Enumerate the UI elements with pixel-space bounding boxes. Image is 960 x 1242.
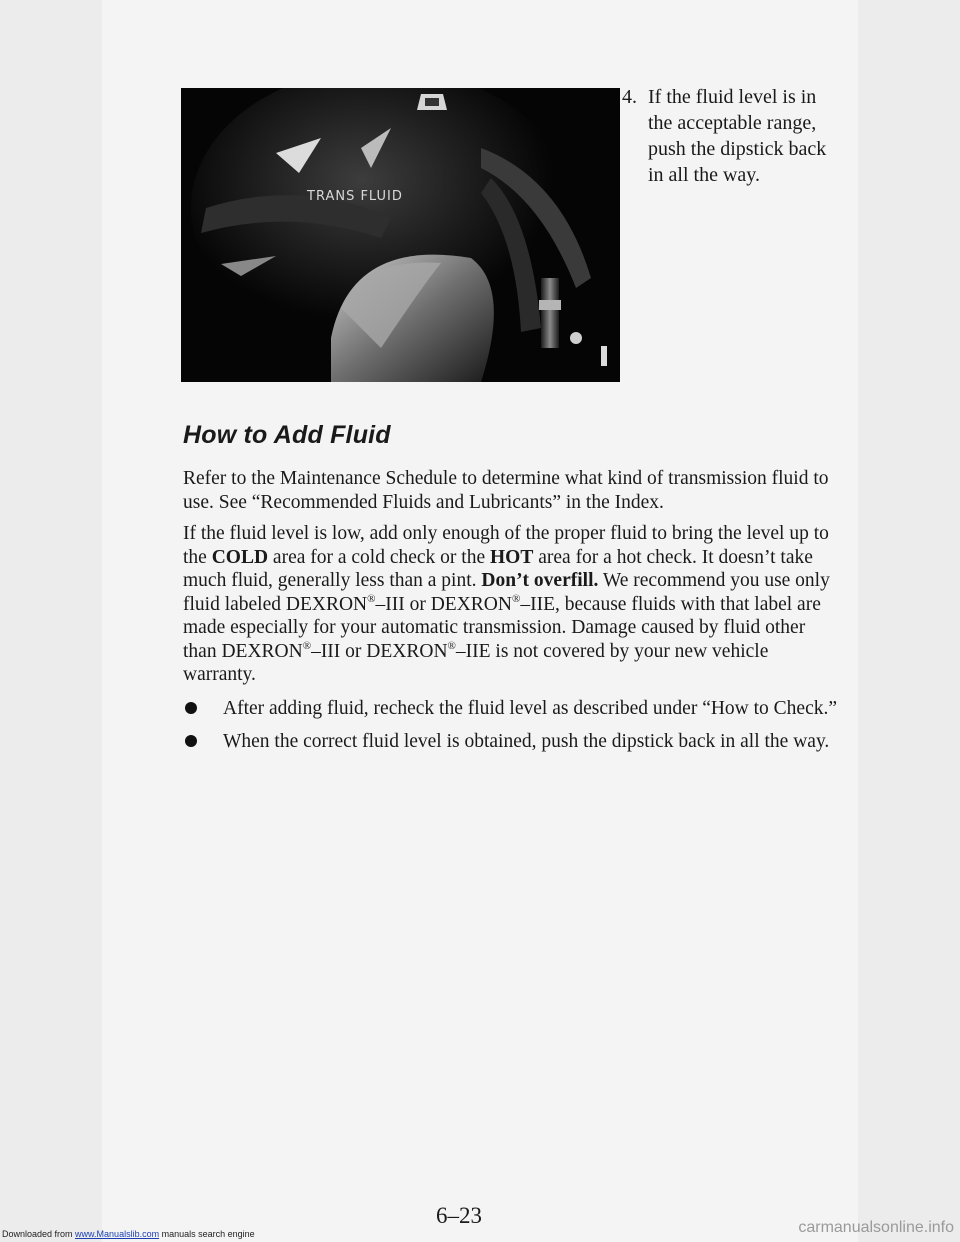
list-item: When the correct fluid level is obtained, push the dipstick back in all the way. xyxy=(183,730,843,754)
registered-mark: ® xyxy=(447,639,456,652)
registered-mark: ® xyxy=(367,592,376,605)
registered-mark: ® xyxy=(511,592,521,605)
cold-label: COLD xyxy=(211,546,269,568)
overfill-warning: Don’t overfill. xyxy=(481,570,599,591)
engine-bay-illustration xyxy=(181,88,620,382)
registered-mark: ® xyxy=(302,639,312,652)
trans-fluid-label: TRANS FLUID xyxy=(307,189,403,204)
bullet-icon xyxy=(185,702,197,714)
transmission-dipstick-photo xyxy=(181,88,620,382)
paragraph-fluid-type: Refer to the Maintenance Schedule to determine what kind of transmission fluid to use. See “Recommended Fluids and Lubricants” in the Index. xyxy=(183,468,829,513)
download-footer: Downloaded from www.Manualslib.com manuals search engine xyxy=(2,1229,255,1239)
list-item: After adding fluid, recheck the fluid level as described under “How to Check.” xyxy=(183,697,843,721)
paragraph-add-fluid: If the fluid level is low, add only enough of the proper fluid to bring the level up to the COLD area for a cold check or the HOT area for a hot check. It doesn’t take much fluid, generally less than a pint. Don’t overfill. We recommend you use only fluid labeled DEXRON®–III or DEXRON®–IIE, because fluids with that label are made especially for your automatic transmission. Damage caused by fluid other than DEXRON®–III or DEXRON®–IIE is not covered by your new vehicle warranty. xyxy=(183,523,830,685)
page-number: 6–23 xyxy=(436,1203,482,1228)
section-heading: How to Add Fluid xyxy=(183,421,391,449)
section-body xyxy=(183,467,843,764)
bullet-icon xyxy=(185,735,197,747)
watermark: carmanualsonline.info xyxy=(798,1219,954,1236)
manualslib-link[interactable]: www.Manualslib.com xyxy=(75,1229,160,1239)
step-text: If the fluid level is in the acceptable range, push the dipstick back in all the way. xyxy=(648,86,827,186)
instruction-list xyxy=(183,697,843,754)
step-number: 4. xyxy=(622,86,637,108)
hot-label: HOT xyxy=(490,546,534,568)
